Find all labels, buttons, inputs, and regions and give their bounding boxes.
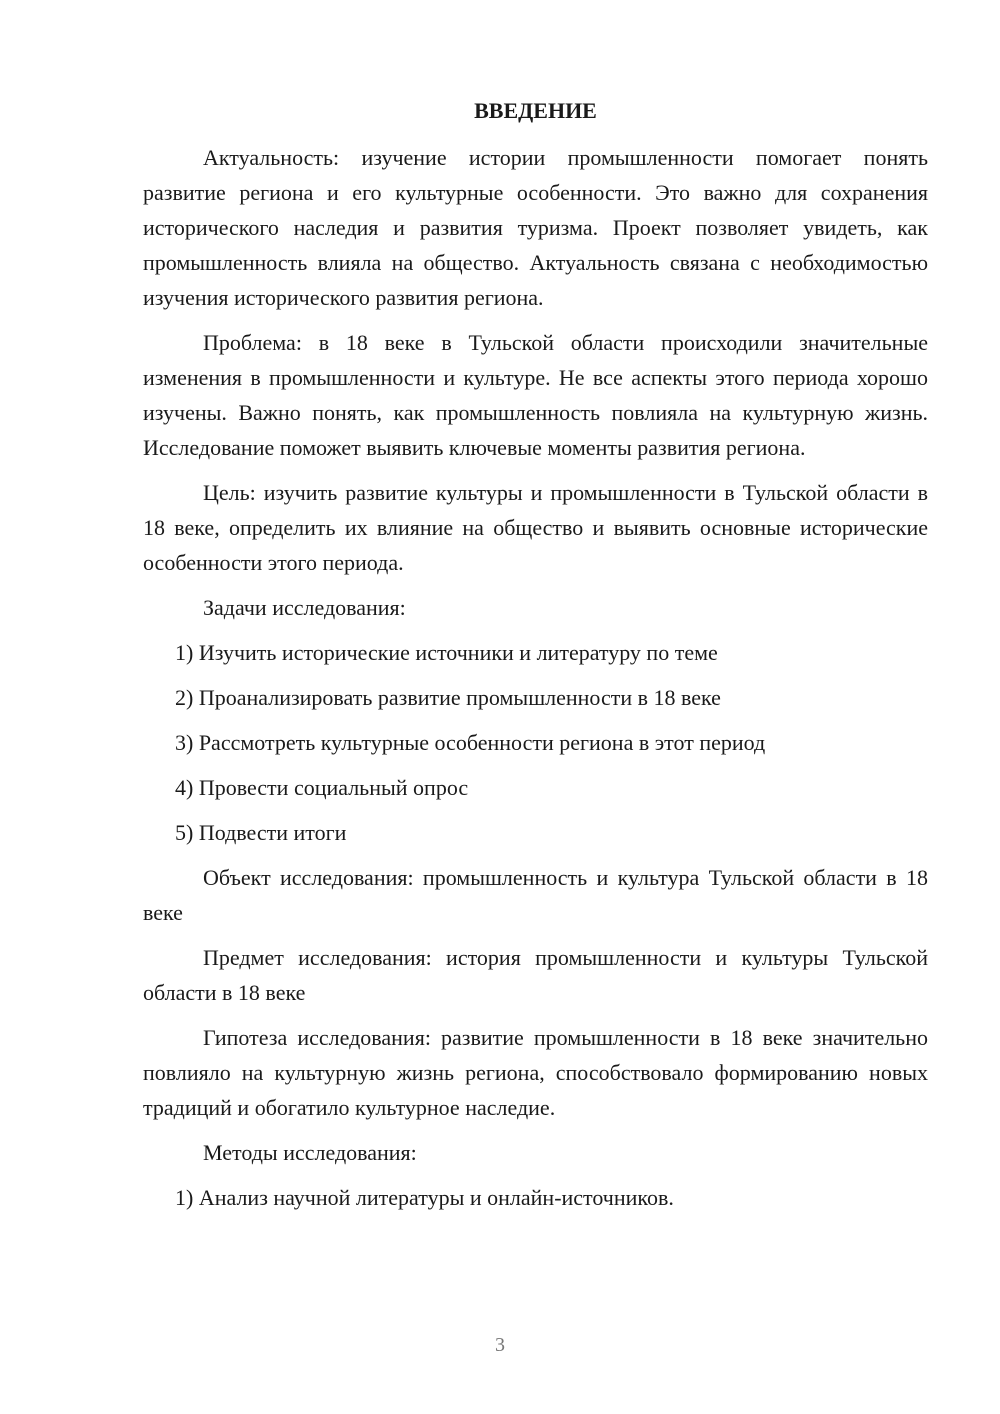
list-item: 5) Подвести итоги	[175, 820, 347, 845]
tasks-heading: Задачи исследования:	[203, 595, 406, 620]
page-number: 3	[495, 1334, 505, 1356]
list-item: 3) Рассмотреть культурные особенности региона в этот период	[175, 730, 766, 755]
paragraph-hypothesis: Гипотеза исследования: развитие промышленности в 18 веке значительно повлияло на культурную жизнь региона, способствовало формированию новых традиций и обогатило культурное наследие.	[143, 1025, 928, 1120]
document-page	[143, 96, 928, 1225]
methods-list	[143, 1180, 928, 1215]
page-title: ВВЕДЕНИЕ	[474, 98, 597, 123]
list-item: 4) Провести социальный опрос	[175, 775, 469, 800]
list-item: 1) Анализ научной литературы и онлайн-источников.	[175, 1185, 674, 1210]
paragraph-problem: Проблема: в 18 веке в Тульской области происходили значительные изменения в промышленности и культуре. Не все аспекты этого периода хорошо изучены. Важно понять, как промышленность повлияла на культурную жизнь. Исследование поможет выявить ключевые моменты развития региона.	[143, 330, 928, 460]
paragraph-goal: Цель: изучить развитие культуры и промышленности в Тульской области в 18 веке, определить их влияние на общество и выявить основные исторические особенности этого периода.	[143, 480, 928, 575]
tasks-list	[143, 635, 928, 850]
paragraph-subject: Предмет исследования: история промышленности и культуры Тульской области в 18 веке	[143, 945, 928, 1005]
list-item: 2) Проанализировать развитие промышленности в 18 веке	[175, 685, 721, 710]
methods-heading: Методы исследования:	[203, 1140, 417, 1165]
list-item: 1) Изучить исторические источники и литературу по теме	[175, 640, 718, 665]
paragraph-object: Объект исследования: промышленность и культура Тульской области в 18 веке	[143, 865, 928, 925]
paragraph-relevance: Актуальность: изучение истории промышленности помогает понять развитие региона и его культурные особенности. Это важно для сохранения исторического наследия и развития туризма. Проект позволяет увидеть, как промышленность влияла на общество. Актуальность связана с необходимостью изучения исторического развития региона.	[143, 145, 928, 310]
